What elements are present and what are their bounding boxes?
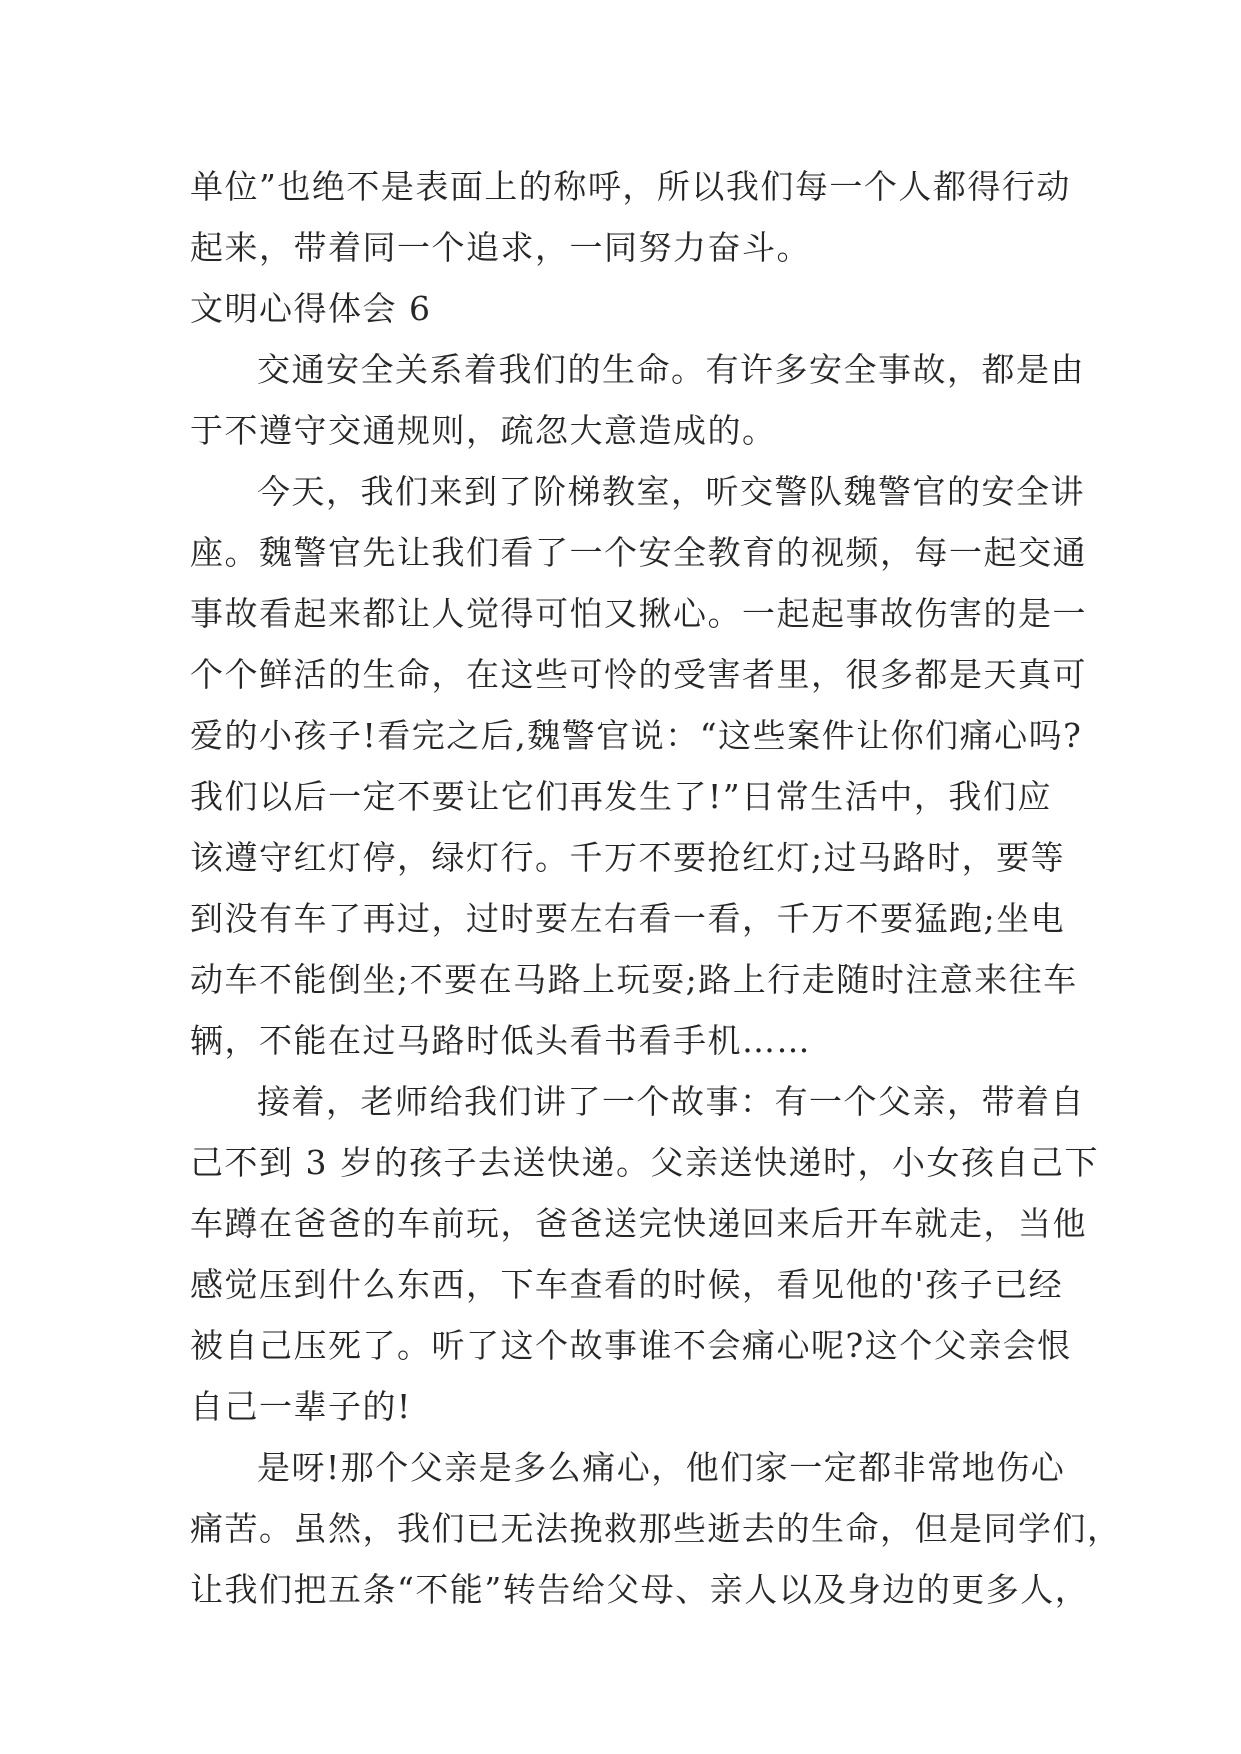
paragraph-3-line-4: 感觉压到什么东西，下车查看的时候，看见他的'孩子已经 (190, 1265, 1064, 1304)
paragraph-3-line-6: 自己一辈子的! (190, 1387, 412, 1426)
document-body (190, 156, 1122, 1620)
paragraph-2-line-8: 到没有车了再过，过时要左右看一看，千万不要猛跑;坐电 (190, 899, 1066, 938)
paragraph-3-line-3: 车蹲在爸爸的车前玩，爸爸送完快递回来后开车就走，当他 (190, 1204, 1087, 1243)
paragraph-4-line-3: 让我们把五条“不能”转告给父母、亲人以及身边的更多人， (190, 1570, 1090, 1609)
paragraph-2-line-1: 今天，我们来到了阶梯教室，听交警队魏警官的安全讲 (257, 472, 1085, 511)
paragraph-4-line-1: 是呀!那个父亲是多么痛心，他们家一定都非常地伤心 (257, 1448, 1066, 1487)
paragraph-2-line-2: 座。魏警官先让我们看了一个安全教育的视频，每一起交通 (190, 533, 1087, 572)
paragraph-2-line-9: 动车不能倒坐;不要在马路上玩耍;路上行走随时注意来往车 (190, 960, 1078, 999)
section-heading: 文明心得体会 6 (190, 289, 432, 328)
paragraph-1-line-1: 交通安全关系着我们的生命。有许多安全事故，都是由 (257, 350, 1085, 389)
paragraph-4-line-2: 痛苦。虽然，我们已无法挽救那些逝去的生命，但是同学们， (190, 1509, 1122, 1548)
paragraph-2-line-6: 我们以后一定不要让它们再发生了!”日常生活中，我们应 (190, 777, 1052, 816)
paragraph-1-line-2: 于不遵守交通规则，疏忽大意造成的。 (190, 411, 777, 450)
paragraph-3-line-5: 被自己压死了。听了这个故事谁不会痛心呢?这个父亲会恨 (190, 1326, 1072, 1365)
intro-line-1: 单位”也绝不是表面上的称呼，所以我们每一个人都得行动 (190, 167, 1071, 206)
paragraph-3-line-1: 接着，老师给我们讲了一个故事：有一个父亲，带着自 (257, 1082, 1085, 1121)
paragraph-2-line-3: 事故看起来都让人觉得可怕又揪心。一起起事故伤害的是一 (190, 594, 1087, 633)
paragraph-2-line-10: 辆，不能在过马路时低头看书看手机…… (190, 1021, 811, 1060)
intro-line-2: 起来，带着同一个追求，一同努力奋斗。 (190, 228, 811, 267)
paragraph-2-line-4: 个个鲜活的生命，在这些可怜的受害者里，很多都是天真可 (190, 655, 1087, 694)
paragraph-2-line-5: 爱的小孩子!看完之后,魏警官说：“这些案件让你们痛心吗? (190, 716, 1083, 755)
paragraph-3-line-2: 己不到 3 岁的孩子去送快递。父亲送快递时，小女孩自己下 (190, 1143, 1099, 1182)
paragraph-2-line-7: 该遵守红灯停，绿灯行。千万不要抢红灯;过马路时，要等 (190, 838, 1066, 877)
